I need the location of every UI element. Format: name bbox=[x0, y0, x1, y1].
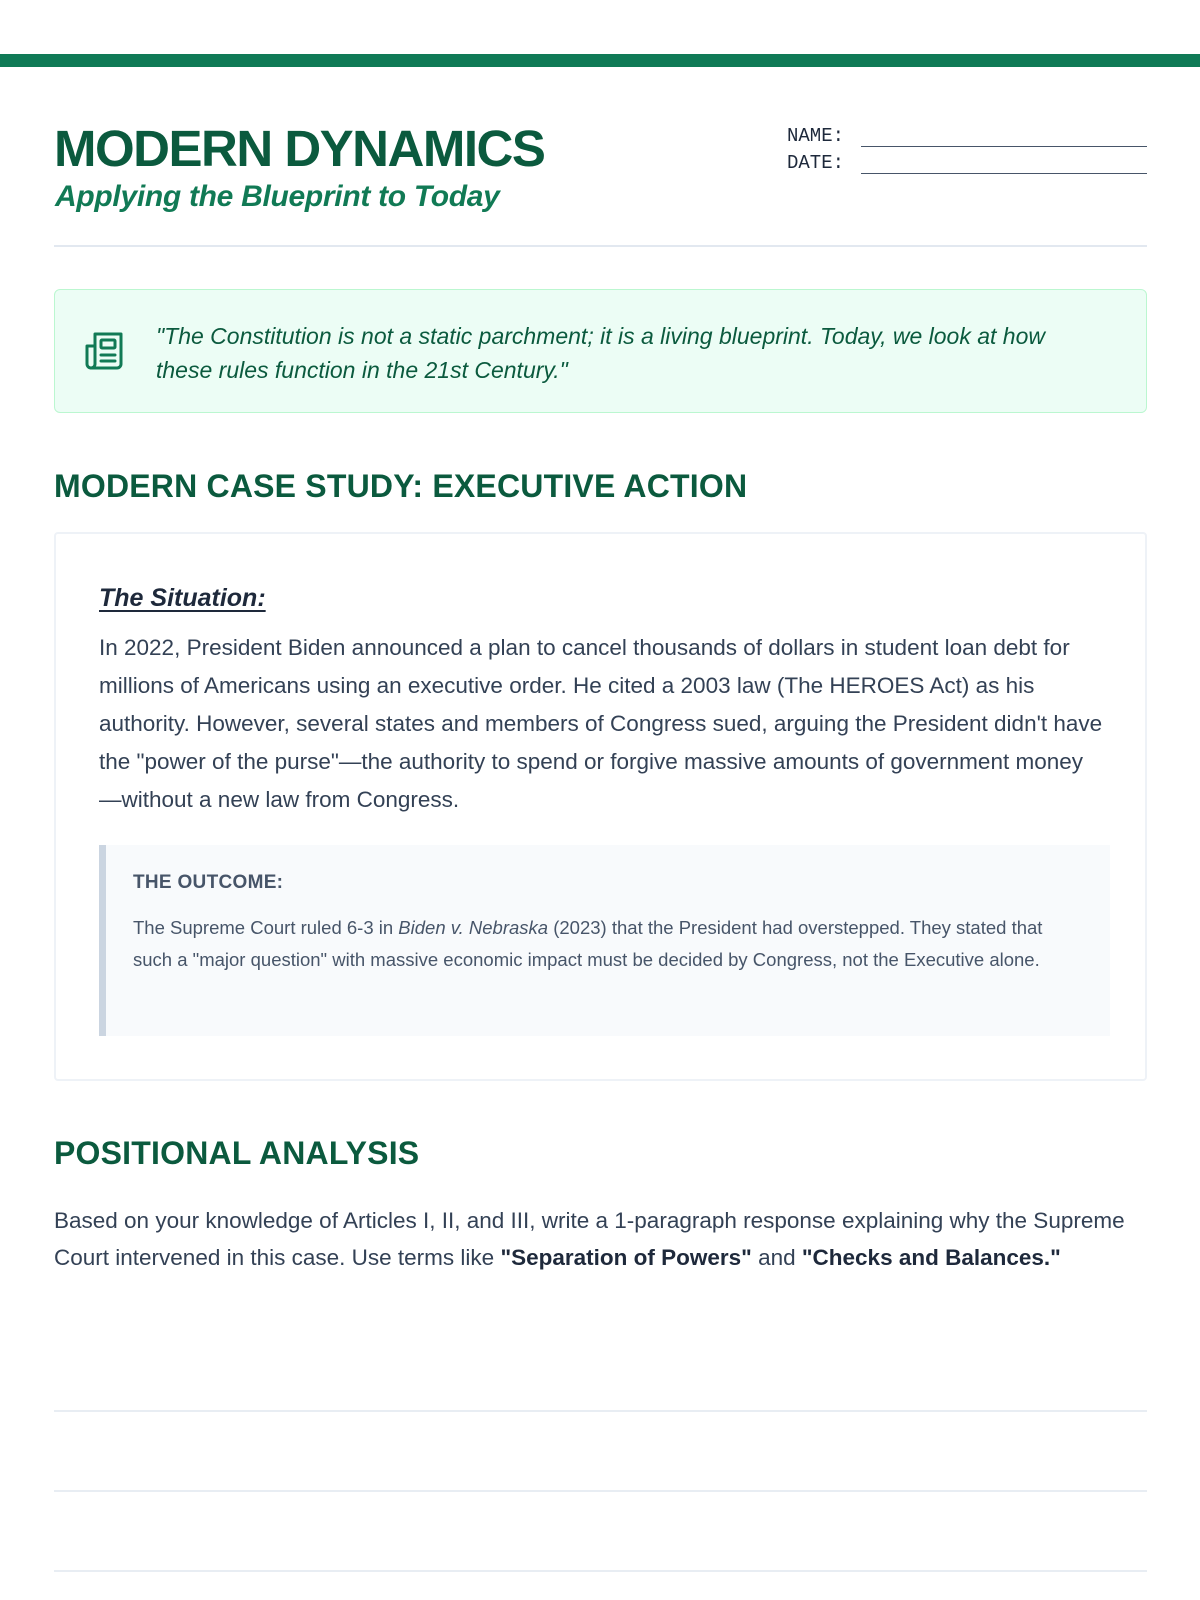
name-label: NAME: bbox=[787, 125, 845, 147]
case-name: Biden v. Nebraska bbox=[398, 917, 549, 938]
outcome-label: THE OUTCOME: bbox=[133, 872, 284, 893]
page-header bbox=[54, 118, 1147, 248]
outcome-text-before: The Supreme Court ruled 6-3 in bbox=[133, 917, 399, 938]
outcome-text-after: (2023) that the President had overstepped. They stated that such a "major question" with massive economic impact must be decided by Congress, not the Executive alone. bbox=[133, 917, 1043, 970]
newspaper-icon bbox=[83, 328, 127, 372]
date-row bbox=[787, 147, 1147, 174]
date-line bbox=[861, 154, 1147, 174]
outcome-text bbox=[133, 912, 1083, 976]
analysis-heading: POSITIONAL ANALYSIS bbox=[54, 1135, 420, 1171]
situation-text: In 2022, President Biden announced a plan to cancel thousands of dollars in student loan debt for millions of Americans using an executive order. He cited a 2003 law (The HEROES Act) as his authority. However, several states and members of Congress sued, arguing the President didn't have the "power of the purse"—the authority to spend or forgive massive amounts of government money—without a new law from Congress. bbox=[99, 635, 1103, 812]
date-label: DATE: bbox=[787, 152, 845, 174]
top-accent-bar bbox=[0, 54, 1200, 67]
quote-text: "The Constitution is not a static parchment; it is a living blueprint. Today, we look at how these rules function in the 21st Century." bbox=[156, 323, 1046, 383]
analysis-prompt bbox=[54, 1202, 1147, 1276]
prompt-text-middle: and bbox=[751, 1245, 802, 1270]
name-row bbox=[787, 120, 1147, 147]
page-subtitle: Applying the Blueprint to Today bbox=[55, 180, 500, 213]
answer-line-3[interactable] bbox=[54, 1570, 1147, 1572]
case-study-heading: MODERN CASE STUDY: EXECUTIVE ACTION bbox=[54, 468, 748, 504]
page-title: MODERN DYNAMICS bbox=[54, 120, 545, 177]
term-checks-and-balances: "Checks and Balances." bbox=[801, 1245, 1061, 1270]
situation-label: The Situation: bbox=[99, 584, 266, 612]
name-line bbox=[861, 127, 1147, 147]
prompt-text-before: Based on your knowledge of Articles I, II, and III, write a 1-paragraph response explaining why the Supreme Court intervened in this case. Use terms like bbox=[54, 1208, 1125, 1270]
header-divider bbox=[54, 245, 1147, 247]
student-info bbox=[787, 120, 1147, 174]
answer-line-1[interactable] bbox=[54, 1410, 1147, 1412]
outcome-box bbox=[99, 845, 1110, 1036]
term-separation-of-powers: "Separation of Powers" bbox=[500, 1245, 752, 1270]
quote-callout bbox=[54, 289, 1147, 413]
answer-line-2[interactable] bbox=[54, 1490, 1147, 1492]
case-study-card bbox=[54, 532, 1147, 1081]
